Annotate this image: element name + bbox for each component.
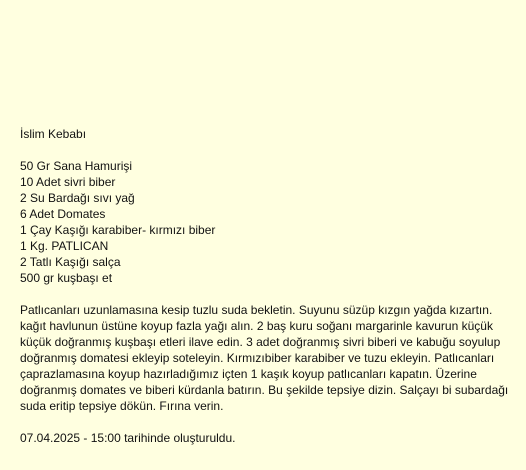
ingredient-item: 6 Adet Domates	[20, 207, 106, 221]
ingredient-item: 500 gr kuşbaşı et	[20, 271, 113, 285]
ingredient-list	[20, 158, 520, 286]
recipe-instructions: Patlıcanları uzunlamasına kesip tuzlu suda bekletin. Suyunu süzüp kızgın yağda kızartın. kağıt havlunun üstüne koyup fazla yağı alın. 2 baş kuru soğanı margarinle kavurun küçük küçük doğranmış kuşbaşı etleri ilave edin. 3 adet doğranmış sivri biberi ve kabuğu soyulup doğranmış domatesi ekleyip soteleyin. Kırmızıbiber karabiber ve tuzu ekleyin. Patlıcanları çaprazlamasına koyup hazırladığımız içten 1 kaşık koyup patlıcanları kapatın. Üzerine doğranmış domates ve biberi kürdanla batırın. Bu şekilde tepsiye dizin. Salçayı bi subardağı suda eritip tepsiye dökün. Fırına verin.	[20, 303, 509, 413]
recipe-document	[20, 126, 520, 446]
ingredient-item: 10 Adet sivri biber	[20, 175, 116, 189]
ingredient-item: 2 Su Bardağı sıvı yağ	[20, 191, 135, 205]
ingredient-item: 1 Kg. PATLICAN	[20, 239, 109, 253]
ingredient-item: 2 Tatlı Kaşığı salça	[20, 255, 121, 269]
ingredient-item: 1 Çay Kaşığı karabiber- kırmızı biber	[20, 223, 216, 237]
created-timestamp: 07.04.2025 - 15:00 tarihinde oluşturuldu.	[20, 431, 236, 445]
ingredient-item: 50 Gr Sana Hamurişi	[20, 159, 133, 173]
recipe-title: İslim Kebabı	[20, 127, 87, 141]
